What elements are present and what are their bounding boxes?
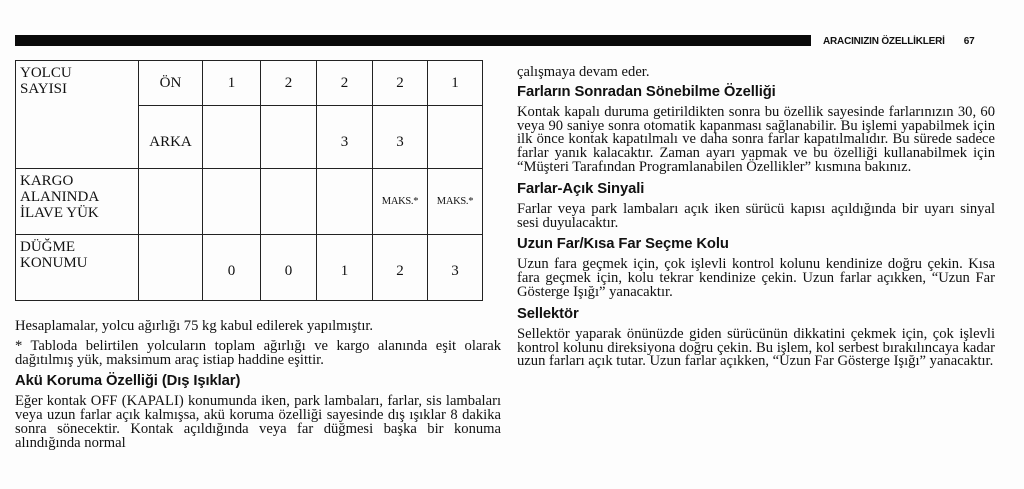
label-line: DÜĞME <box>20 239 75 255</box>
calculation-note: Hesaplamalar, yolcu ağırlığı 75 kg kabul edilerek yapılmıştır. <box>15 318 374 334</box>
table-cell: 0 <box>203 235 261 301</box>
label-line: ALANINDA <box>20 189 100 205</box>
section-title: ARACINIZIN ÖZELLİKLERİ <box>823 35 945 47</box>
section-body: Uzun fara geçmek için, çok işlevli kontrol kolunu kendinize doğru çekin. Kısa fara geçmek için, kolu tekrar kendinize çekin. Uzun farlar açıkken, “Uzun Far Gösterge Işığı” yanacaktır. <box>517 256 995 300</box>
table-cell <box>261 169 317 235</box>
section-body: Kontak kapalı duruma getirildikten sonra bu özellik sayesinde farlarınızın 30, 60 veya 90 saniye sonra otomatik kapanması sağlanabilir. Bu işlemi yapabilmek için ilk önce kontak kapatılmalı ve daha sonra farlar kapatılmalıdır. Bu sürede sadece farlar yanık kalacaktır. Zaman ayarı yapmak ve bu özelliği kullanabilmek için “Müşteri Tarafından Programlanabilen Özellikler” kısmına bakınız. <box>517 103 995 175</box>
row-label-yolcu-sayisi <box>16 61 139 169</box>
running-header <box>823 35 974 47</box>
table-cell <box>139 235 203 301</box>
label-line: YOLCU <box>20 65 72 81</box>
table-cell: 2 <box>317 61 373 106</box>
table-cell <box>139 169 203 235</box>
row-label-dugme-konumu <box>16 235 139 301</box>
section-heading: Farlar-Açık Sinyali <box>517 180 645 197</box>
section-heading: Farların Sonradan Sönebilme Özelliği <box>517 83 776 100</box>
section-heading: Sellektör <box>517 305 579 322</box>
label-line: KARGO <box>20 173 74 189</box>
table-cell: 1 <box>317 235 373 301</box>
row-label-kargo <box>16 169 139 235</box>
right-column <box>517 66 995 375</box>
header-rule <box>15 35 811 46</box>
table-cell: MAKS.* <box>428 169 483 235</box>
label-line: SAYISI <box>20 81 67 97</box>
section-body: Eğer kontak OFF (KAPALI) konumunda iken, park lambaları, farlar, sis lambaları veya uzun farlar açık kalmışsa, akü koruma özelliği sayesinde dış ışıklar 8 dakika sonra sönecektir. Kontak açıldığında veya far düğmesi başka bir konuma alındığında normal <box>15 393 501 451</box>
table-cell: 1 <box>428 61 483 106</box>
label-line: KONUMU <box>20 255 88 271</box>
subrow-label-arka: ARKA <box>139 106 203 169</box>
section-body: Sellektör yaparak önünüzde giden sürücünün dikkatini çekmek için, çok işlevli kontrol kolunu direksiyona doğru çekin. Bu işlem, kol serbest bırakılıncaya kadar uzun farları açık tutar. Uzun farlar açıkken, “Uzun Far Gösterge Işığı” yanacaktır. <box>517 325 995 370</box>
table-cell: 3 <box>373 106 428 169</box>
continuation-text: çalışmaya devam eder. <box>517 64 650 80</box>
table-row <box>16 61 483 106</box>
footnote: * Tabloda belirtilen yolcuların toplam ağırlığı ve kargo alanında eşit olarak dağıtılmış yük, maksimum araç istiap haddine eşittir. <box>15 337 501 368</box>
table-cell <box>203 106 261 169</box>
section-body: Farlar veya park lambaları açık iken sürücü kapısı açıldığında bir uyarı sinyal sesi duyulacaktır. <box>517 200 995 231</box>
table-cell: MAKS.* <box>373 169 428 235</box>
table-cell: 2 <box>373 61 428 106</box>
section-heading: Uzun Far/Kısa Far Seçme Kolu <box>517 236 729 253</box>
table-cell: 1 <box>203 61 261 106</box>
table-cell: 2 <box>261 61 317 106</box>
table-cell <box>428 106 483 169</box>
table-cell: 0 <box>261 235 317 301</box>
table-cell: 2 <box>373 235 428 301</box>
table-cell: 3 <box>317 106 373 169</box>
table-row <box>16 169 483 235</box>
section-heading: Akü Koruma Özelliği (Dış Işıklar) <box>15 373 241 390</box>
table-cell <box>203 169 261 235</box>
table-cell <box>317 169 373 235</box>
label-line: İLAVE YÜK <box>20 205 99 221</box>
table-row <box>16 235 483 301</box>
passenger-load-table <box>15 60 483 301</box>
page-number: 67 <box>963 35 975 47</box>
table-cell: 3 <box>428 235 483 301</box>
table-cell <box>261 106 317 169</box>
subrow-label-on: ÖN <box>139 61 203 106</box>
left-column <box>15 320 501 457</box>
